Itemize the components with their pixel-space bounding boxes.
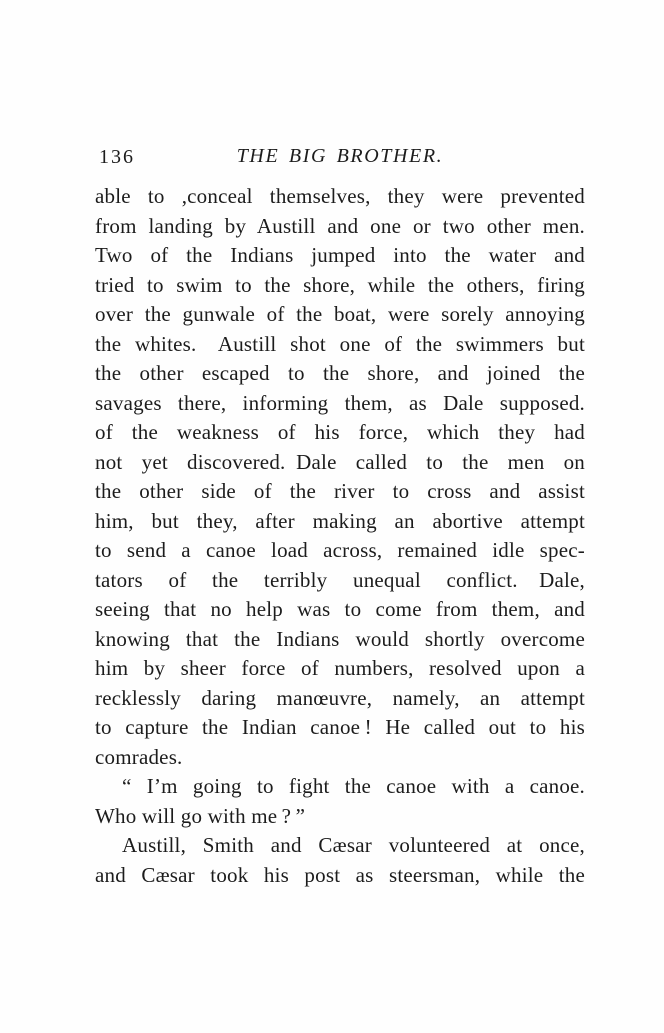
text-line: Austill, Smith and Cæsar volunteered at once, xyxy=(122,833,585,857)
text-line: the other side of the river to cross and assist xyxy=(95,479,585,503)
text-line: seeing that no help was to come from them, and xyxy=(95,597,585,621)
text-line: and Cæsar took his post as steersman, while the xyxy=(95,862,585,887)
text-line: Who will go with me ? ” xyxy=(95,803,306,828)
text-line: “ I’m going to fight the canoe with a canoe. xyxy=(122,774,585,798)
text-line: him, but they, after making an abortive attempt xyxy=(95,508,585,533)
page-header xyxy=(95,145,585,171)
page-number: 136 xyxy=(99,146,135,168)
text-line: Two of the Indians jumped into the water and xyxy=(95,243,585,267)
text-line: the whites. Austill shot one of the swimmers but xyxy=(95,331,585,356)
text-line: over the gunwale of the boat, were sorely annoying xyxy=(95,302,585,326)
text-line: recklessly daring manœuvre, namely, an attempt xyxy=(95,685,585,710)
text-line: comrades. xyxy=(95,744,183,769)
text-line: knowing that the Indians would shortly overcome xyxy=(95,626,585,651)
text-line: tators of the terribly unequal conflict. Dale, xyxy=(95,567,585,592)
body-text xyxy=(95,182,585,890)
text-line: from landing by Austill and one or two other men. xyxy=(95,213,585,238)
text-line: him by sheer force of numbers, resolved upon a xyxy=(95,656,585,680)
text-line: tried to swim to the shore, while the others, firing xyxy=(95,272,585,297)
running-title: THE BIG BROTHER. xyxy=(236,145,444,167)
text-line: savages there, informing them, as Dale supposed. xyxy=(95,390,585,415)
text-line: able to ,conceal themselves, they were prevented xyxy=(95,184,585,208)
text-line: of the weakness of his force, which they had xyxy=(95,420,585,444)
text-line: the other escaped to the shore, and joined the xyxy=(95,361,585,385)
text-line: to send a canoe load across, remained idle spec- xyxy=(95,538,585,562)
text-line: to capture the Indian canoe ! He called out to his xyxy=(95,715,585,739)
text-line: not yet discovered. Dale called to the men on xyxy=(95,449,585,474)
